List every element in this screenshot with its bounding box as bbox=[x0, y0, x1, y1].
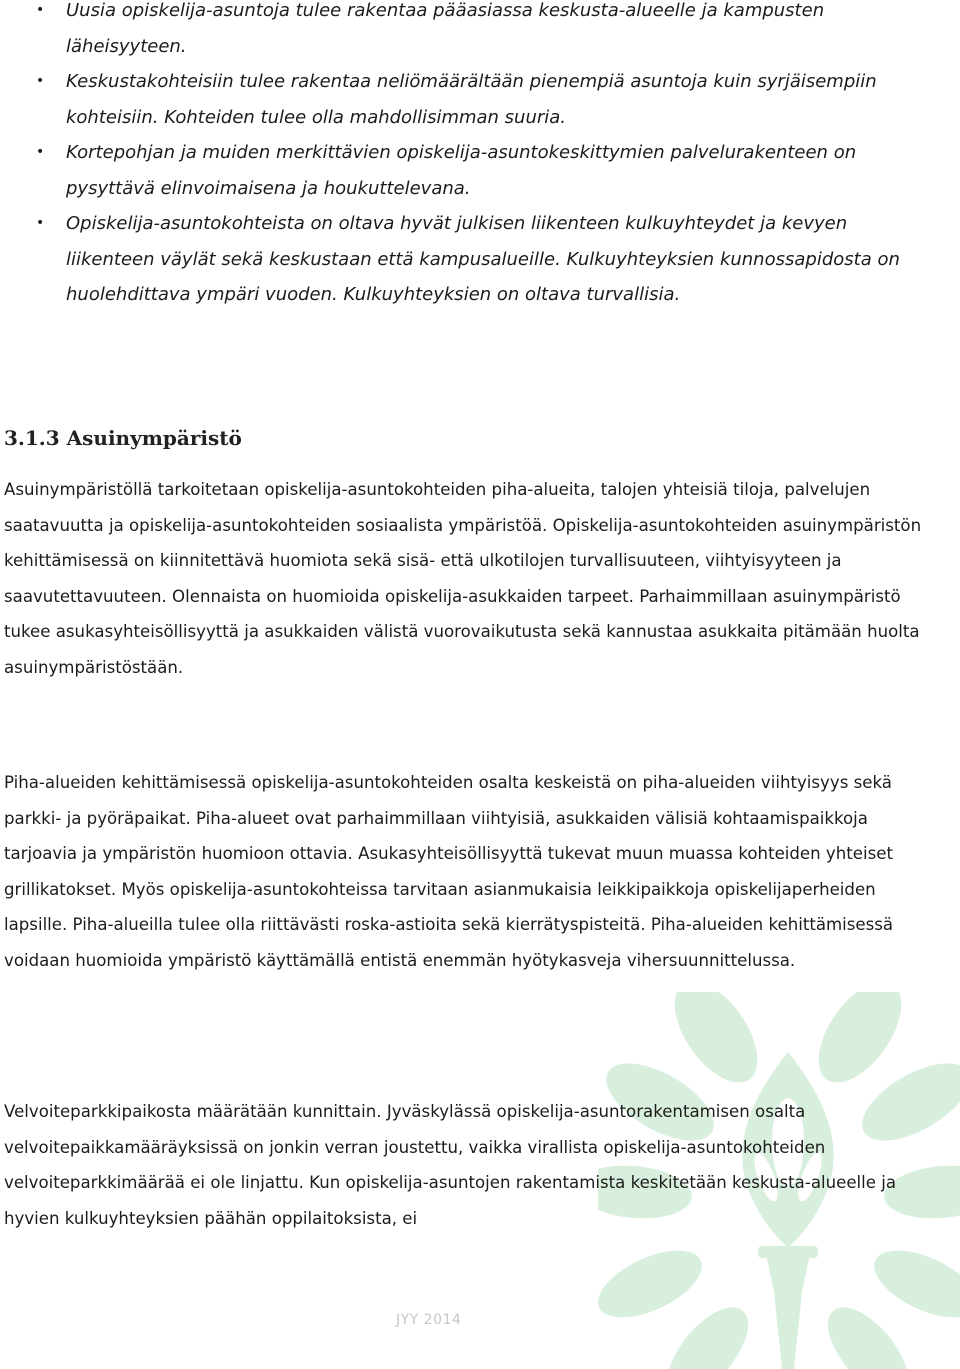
bullet-marker: • bbox=[36, 73, 45, 89]
paragraph: Velvoiteparkkipaikosta määrätään kunnittain. Jyväskylässä opiskelija-asuntorakentamisen osalta velvoitepaikkamääräyksissä on jonkin verran joustettu, vaikka virallista opiskelija-asuntokohteiden velvoiteparkkimäärää ei ole linjattu. Kun opiskelija-asuntojen rakentamista keskitetään keskusta-alueelle ja hyvien kulkuyhteyksien päähän oppilaitoksista, ei bbox=[4, 1102, 897, 1228]
list-item bbox=[36, 64, 936, 135]
paragraph: Piha-alueiden kehittämisessä opiskelija-asuntokohteiden osalta keskeistä on piha-alueiden viihtyisyys sekä parkki- ja pyöräpaikat. Piha-alueet ovat parhaimmillaan viihtyisiä, asukkaiden välisiä kohtaamispaikkoja tarjoavia ja ympäristön huomioon ottavia. Asukasyhteisöllisyyttä tukevat muun muassa kohteiden yhteiset grillikatokset. Myös opiskelija-asuntokohteissa tarvitaan asianmukaisia leikkipaikkoja opiskelijaperheiden lapsille. Piha-alueilla tulee olla riittävästi roska-astioita sekä kierrätyspisteitä. Piha-alueiden kehittämisessä voidaan huomioida ympäristö käyttämällä entistä enemmän hyötykasveja vihersuunnittelussa. bbox=[4, 773, 894, 970]
bullet-marker: • bbox=[36, 215, 45, 231]
bullet-text: Uusia opiskelija-asuntoja tulee rakentaa pääasiassa keskusta-alueelle ja kampusten läheisyyteen. bbox=[66, 0, 825, 57]
list-item bbox=[36, 135, 936, 206]
bullet-text: Kortepohjan ja muiden merkittävien opiskelija-asuntokeskittymien palvelurakenteen on pysyttävä elinvoimaisena ja houkuttelevana. bbox=[66, 142, 857, 199]
bullet-marker: • bbox=[36, 144, 45, 160]
paragraph: Asuinympäristöllä tarkoitetaan opiskelija-asuntokohteiden piha-alueita, talojen yhteisiä tiloja, palvelujen saatavuutta ja opiskelija-asuntokohteiden sosiaalista ympäristöä. Opiskelija-asuntokohteiden asuinympäristön kehittämisessä on kiinnitettävä huomiota sekä sisä- että ulkotilojen turvallisuuteen, viihtyisyyteen ja saavutettavuuteen. Olennaista on huomioida opiskelija-asukkaiden tarpeet. Parhaimmillaan asuinympäristö tukee asukasyhteisöllisyyttä ja asukkaiden välistä vuorovaikutusta sekä kannustaa asukkaita pitämään huolta asuinympäristöstään. bbox=[4, 480, 922, 677]
section-heading: 3.1.3 Asuinympäristö bbox=[4, 426, 242, 450]
page-footer: JYY 2014 bbox=[396, 1312, 462, 1328]
bullet-list bbox=[36, 0, 936, 313]
list-item bbox=[36, 206, 936, 313]
bullet-text: Keskustakohteisiin tulee rakentaa neliömäärältään pienempiä asuntoja kuin syrjäisempiin kohteisiin. Kohteiden tulee olla mahdollisimman suuria. bbox=[66, 71, 877, 128]
bullet-marker: • bbox=[36, 2, 45, 18]
list-item bbox=[36, 0, 936, 64]
bullet-text: Opiskelija-asuntokohteista on oltava hyvät julkisen liikenteen kulkuyhteydet ja kevyen liikenteen väylät sekä keskustaan että kampusalueille. Kulkuyhteyksien kunnossapidosta on huolehdittava ympäri vuoden. Kulkuyhteyksien on oltava turvallisia. bbox=[66, 213, 900, 305]
